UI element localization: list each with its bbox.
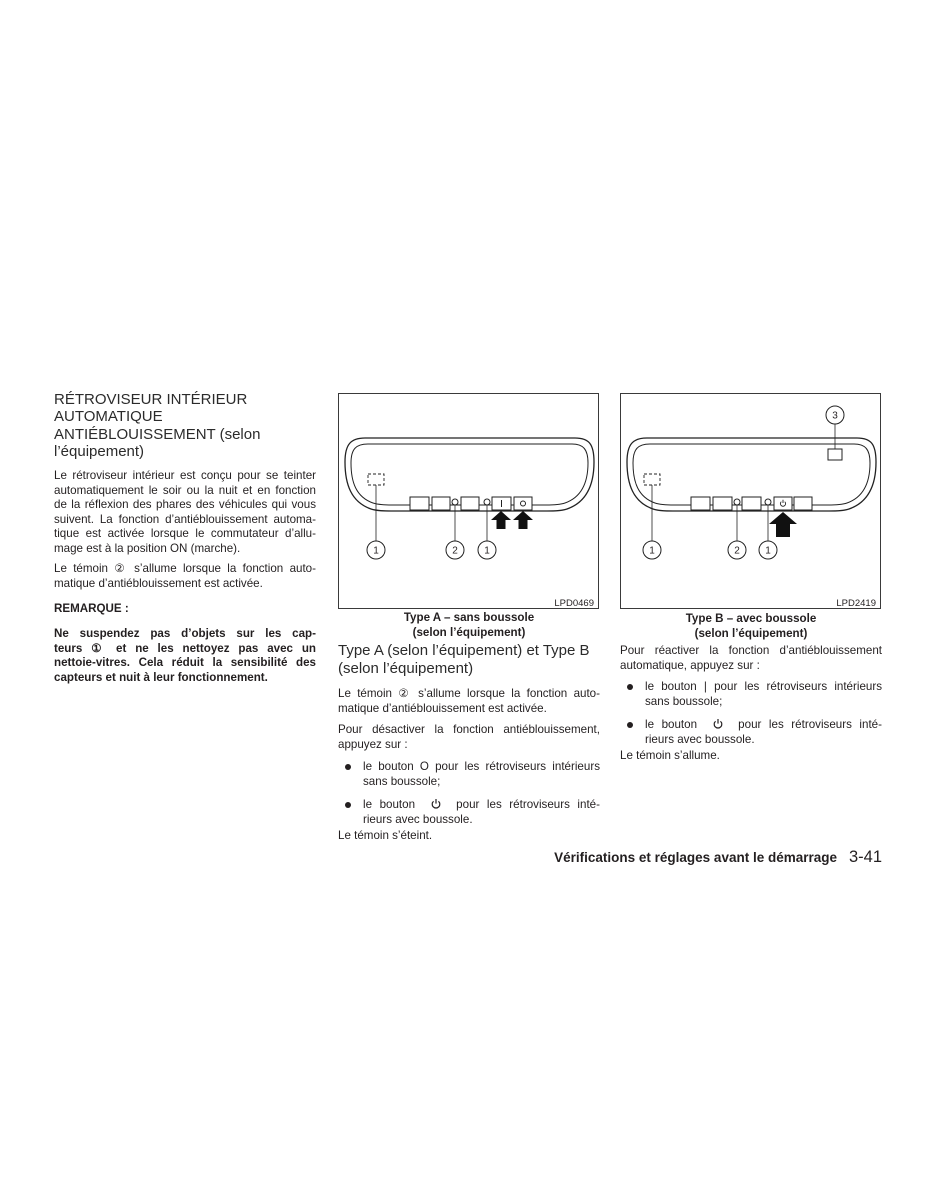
indicator-light <box>452 499 458 505</box>
text-line: Le témoin ② s’allume lorsque la fonction auto- <box>338 687 600 700</box>
text-line: Pour désactiver la fonction antiéblouissement, <box>338 723 600 736</box>
text-line: sans boussole; <box>363 774 441 788</box>
bullet-dot <box>627 684 633 690</box>
subsection-heading-line: (selon l’équipement) <box>338 660 474 677</box>
bullet-dot <box>627 722 633 728</box>
reactivate-paragraph <box>620 644 882 673</box>
text-line: Le témoin ② s’allume lorsque la fonction auto- <box>54 562 316 575</box>
section-heading-line: RÉTROVISEUR INTÉRIEUR <box>54 391 248 408</box>
mirror-button <box>691 497 710 510</box>
figure-type-b <box>620 393 881 609</box>
text-line <box>645 718 882 733</box>
mirror-button <box>461 497 479 510</box>
text-line: appuyez sur : <box>338 737 408 751</box>
indicator-paragraph <box>338 687 600 716</box>
text-fragment: pour les rétroviseurs inté- <box>456 798 600 811</box>
bullet-item <box>620 718 882 747</box>
text-fragment: le bouton <box>645 718 698 731</box>
text-line: automatiquement le soir ou la nuit et en fonction <box>54 483 316 497</box>
power-icon <box>713 718 723 729</box>
footer-section-title: Vérifications et réglages avant le démarrage <box>554 850 837 865</box>
caption-line: Type B – avec boussole <box>685 612 817 625</box>
callout-marker <box>367 541 385 559</box>
text-line: mage est à la position ON (marche). <box>54 541 241 555</box>
text-line: Pour réactiver la fonction d’antiéblouissement <box>620 644 882 657</box>
bullet-item <box>338 760 600 789</box>
bullet-dot <box>345 764 351 770</box>
remark-label: REMARQUE : <box>54 602 129 615</box>
deactivate-paragraph <box>338 723 600 752</box>
text-line: sans boussole; <box>645 694 723 708</box>
text-line: capteurs et nuit à leur fonctionnement. <box>54 670 268 684</box>
text-line: matique d’antiéblouissement est activée. <box>338 701 547 715</box>
caption-line: Type A – sans boussole <box>403 611 535 624</box>
figure-code: LPD0469 <box>554 598 594 608</box>
text-fragment: le bouton <box>363 798 416 811</box>
arrow-up-icon <box>769 512 797 537</box>
callout-number: 2 <box>452 545 458 557</box>
callout-marker <box>759 541 777 559</box>
caption-line: (selon l’équipement) <box>694 626 808 640</box>
callout-number: 1 <box>484 545 490 557</box>
mirror-diagram-type-a <box>339 394 598 608</box>
section-heading-line: ANTIÉBLOUISSEMENT (selon <box>54 425 261 443</box>
mirror-button-off <box>514 497 532 510</box>
callout-marker <box>643 541 661 559</box>
callout-marker <box>446 541 464 559</box>
intro-paragraph <box>54 469 316 556</box>
callout-number: 1 <box>765 545 771 557</box>
mirror-button <box>410 497 429 510</box>
section-heading <box>54 391 316 460</box>
indicator-light <box>734 499 740 505</box>
callout-number: 2 <box>734 545 740 557</box>
mirror-diagram-type-b <box>621 394 880 608</box>
section-heading-line: l’équipement) <box>54 442 145 460</box>
text-line: de la réflexion des phares des véhicules qui vous <box>54 498 316 511</box>
remark-paragraph <box>54 627 316 685</box>
arrow-up-icon <box>491 511 511 529</box>
text-line: suivent. La fonction d’antiéblouissement automa- <box>54 512 316 526</box>
figure-code: LPD2419 <box>836 598 876 608</box>
subsection-heading-line: Type A (selon l’équipement) et Type B <box>338 642 590 659</box>
mirror-button <box>742 497 761 510</box>
mirror-button <box>432 497 450 510</box>
text-line: matique d’antiéblouissement est activée. <box>54 576 263 590</box>
page-number: 3-41 <box>849 848 883 866</box>
text-line: rieurs avec boussole. <box>363 812 473 826</box>
compass-display <box>828 449 842 460</box>
text-line: le bouton | pour les rétroviseurs intérieurs <box>645 680 882 693</box>
bullet-dot <box>345 802 351 808</box>
section-heading-line: AUTOMATIQUE <box>54 408 163 426</box>
text-line: rieurs avec boussole. <box>645 732 755 746</box>
indicator-paragraph <box>54 562 316 591</box>
callout-marker <box>478 541 496 559</box>
text-line: Ne suspendez pas d’objets sur les cap- <box>54 627 316 640</box>
text-line: teurs ① et ne les nettoyez pas avec un <box>54 641 316 655</box>
text-line: nettoie-vitres. Cela réduit la sensibilité des <box>54 656 316 669</box>
result-text: Le témoin s’allume. <box>620 749 720 762</box>
text-line: Le rétroviseur intérieur est conçu pour se teinter <box>54 469 316 482</box>
power-icon <box>431 798 441 809</box>
callout-marker <box>826 406 844 424</box>
figure-caption-type-b <box>620 612 882 641</box>
mirror-button <box>713 497 732 510</box>
callout-marker <box>728 541 746 559</box>
text-line: automatique, appuyez sur : <box>620 658 760 672</box>
arrow-up-icon <box>513 511 533 529</box>
rear-sensor <box>484 499 490 505</box>
bullet-item <box>338 798 600 827</box>
callout-number: 3 <box>832 410 838 422</box>
mirror-button <box>794 497 812 510</box>
rear-sensor <box>765 499 771 505</box>
text-line <box>363 798 600 813</box>
figure-caption-type-a <box>338 611 600 640</box>
figure-type-a <box>338 393 599 609</box>
text-line: le bouton O pour les rétroviseurs intérieurs <box>363 760 600 773</box>
caption-line: (selon l’équipement) <box>412 625 526 639</box>
subsection-heading <box>338 642 600 678</box>
callout-number: 1 <box>649 545 655 557</box>
callout-number: 1 <box>373 545 379 557</box>
result-text: Le témoin s’éteint. <box>338 829 433 842</box>
bullet-item <box>620 680 882 709</box>
text-fragment: pour les rétroviseurs inté- <box>738 718 882 731</box>
text-line: tique est activée lorsque le commutateur d’allu- <box>54 527 316 540</box>
mirror-button-power <box>774 497 792 510</box>
